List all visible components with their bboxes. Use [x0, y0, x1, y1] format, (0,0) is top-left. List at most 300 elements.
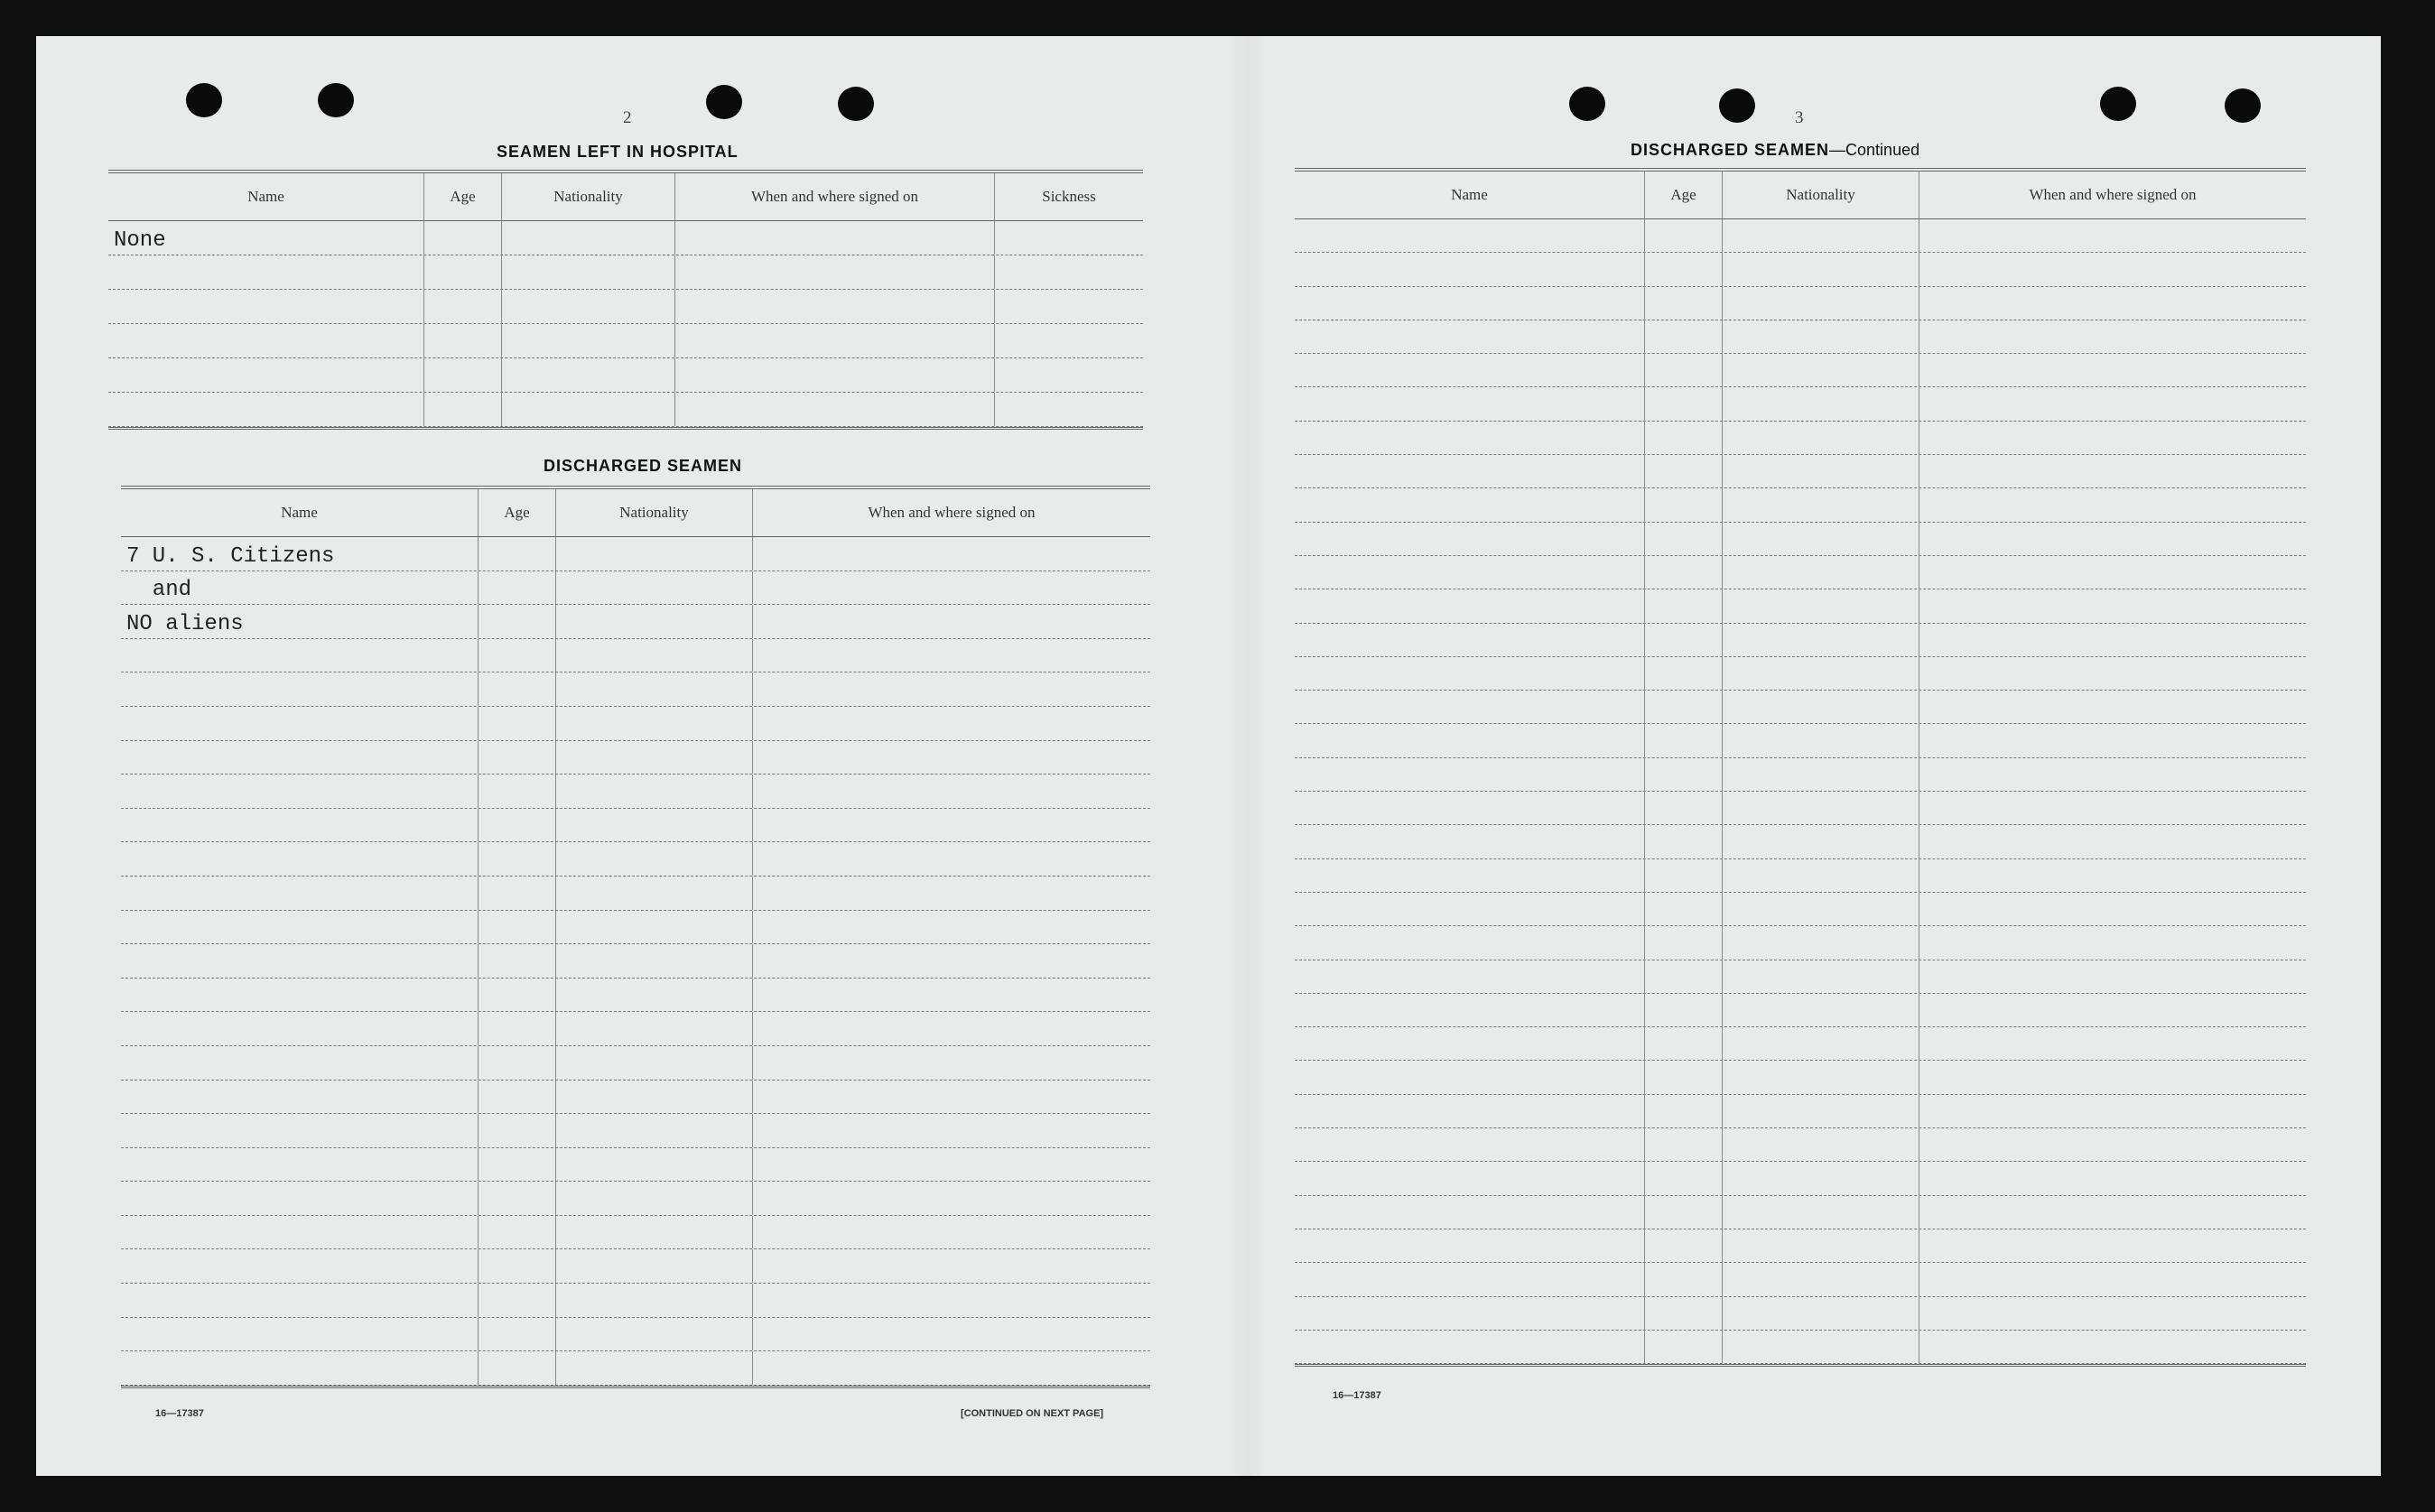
table-row [1295, 488, 2306, 522]
table-cell[interactable] [502, 324, 675, 357]
table-cell[interactable] [424, 358, 502, 392]
table-cell[interactable] [1295, 1061, 1645, 1093]
table-cell[interactable] [1645, 1095, 1723, 1127]
table-cell[interactable] [753, 1318, 1150, 1351]
table-cell[interactable] [753, 1284, 1150, 1317]
table-row [121, 1216, 1150, 1250]
table-body [108, 221, 1143, 430]
table-cell[interactable] [1645, 1331, 1723, 1363]
table-cell[interactable] [753, 673, 1150, 706]
table-cell[interactable] [1295, 219, 1645, 252]
table-cell[interactable] [1645, 657, 1723, 690]
table-cell[interactable] [479, 842, 556, 876]
table-cell[interactable] [753, 1046, 1150, 1080]
table-cell[interactable] [479, 537, 556, 570]
table-cell[interactable] [1295, 691, 1645, 723]
table-cell[interactable] [1723, 354, 1919, 386]
table-cell[interactable] [556, 707, 753, 740]
table-cell[interactable] [1295, 387, 1645, 420]
table-row [108, 358, 1143, 393]
table-row [1295, 1331, 2306, 1364]
table-cell[interactable] [121, 809, 479, 842]
table-cell[interactable] [1295, 488, 1645, 521]
table-cell[interactable] [1919, 624, 2306, 656]
table-cell[interactable] [1723, 1128, 1919, 1161]
table-cell[interactable] [1645, 387, 1723, 420]
punch-hole [706, 85, 742, 119]
table-cell[interactable] [1919, 387, 2306, 420]
table-cell[interactable] [1723, 691, 1919, 723]
table-cell[interactable] [1919, 488, 2306, 521]
table-cell[interactable] [1723, 455, 1919, 487]
table-header [121, 489, 1150, 537]
table-cell[interactable] [1295, 523, 1645, 555]
table-cell[interactable] [753, 944, 1150, 978]
table-cell[interactable] [121, 877, 479, 910]
table-cell[interactable] [502, 393, 675, 426]
table-cell[interactable] [1919, 825, 2306, 858]
table-cell[interactable]: None [108, 221, 424, 255]
table-cell[interactable] [1295, 287, 1645, 320]
table-cell[interactable] [479, 1081, 556, 1114]
table-cell[interactable] [1723, 758, 1919, 791]
table-cell[interactable] [753, 842, 1150, 876]
table-cell[interactable] [1919, 859, 2306, 892]
table-cell[interactable] [1723, 1162, 1919, 1194]
table-cell[interactable] [753, 979, 1150, 1012]
table-cell[interactable] [1295, 1331, 1645, 1363]
table-cell[interactable] [1645, 422, 1723, 454]
table-cell[interactable] [121, 775, 479, 808]
table-cell[interactable] [753, 1012, 1150, 1045]
table-cell[interactable] [121, 979, 479, 1012]
table-row [121, 1148, 1150, 1183]
table-cell[interactable] [1645, 488, 1723, 521]
table-cell[interactable] [556, 979, 753, 1012]
table-cell[interactable] [1919, 994, 2306, 1026]
table-cell[interactable] [753, 1351, 1150, 1385]
table-cell[interactable] [479, 1351, 556, 1385]
table-cell[interactable] [1919, 1027, 2306, 1060]
table-cell[interactable] [479, 944, 556, 978]
table-cell[interactable] [1723, 792, 1919, 824]
table-cell[interactable] [1645, 926, 1723, 959]
table-cell[interactable] [995, 393, 1143, 426]
table-cell[interactable] [121, 1182, 479, 1215]
table-cell[interactable] [753, 1114, 1150, 1147]
table-cell[interactable] [108, 324, 424, 357]
table-cell[interactable] [1723, 488, 1919, 521]
table-cell[interactable] [502, 221, 675, 255]
table-cell[interactable] [753, 809, 1150, 842]
table-cell[interactable] [1723, 1196, 1919, 1229]
table-cell[interactable] [753, 1081, 1150, 1114]
table-cell[interactable] [1919, 455, 2306, 487]
table-cell[interactable] [1723, 589, 1919, 622]
table-cell[interactable] [1723, 893, 1919, 925]
table-cell[interactable] [1645, 624, 1723, 656]
table-row [121, 1318, 1150, 1352]
table-cell[interactable] [479, 1182, 556, 1215]
table-cell[interactable] [479, 809, 556, 842]
table-cell[interactable] [479, 1012, 556, 1045]
table-cell[interactable] [1295, 792, 1645, 824]
table-cell[interactable] [121, 1249, 479, 1283]
table-cell[interactable] [1919, 589, 2306, 622]
table-cell[interactable] [1645, 1297, 1723, 1330]
table-cell[interactable] [479, 1114, 556, 1147]
table-cell[interactable] [1919, 724, 2306, 756]
table-cell[interactable] [1645, 556, 1723, 589]
table-cell[interactable] [1645, 455, 1723, 487]
table-cell[interactable] [995, 221, 1143, 255]
table-cell[interactable] [1645, 825, 1723, 858]
table-cell[interactable] [1295, 422, 1645, 454]
table-cell[interactable] [502, 358, 675, 392]
table-cell[interactable] [1919, 657, 2306, 690]
table-cell[interactable] [479, 673, 556, 706]
table-cell[interactable] [1723, 994, 1919, 1026]
table-cell[interactable] [1645, 758, 1723, 791]
table-cell[interactable] [1645, 1061, 1723, 1093]
table-cell[interactable] [1723, 926, 1919, 959]
table-cell[interactable] [1295, 1229, 1645, 1262]
table-cell[interactable] [556, 877, 753, 910]
table-cell[interactable] [556, 673, 753, 706]
table-cell[interactable] [1645, 253, 1723, 285]
table-cell[interactable] [121, 1351, 479, 1385]
table-cell[interactable] [424, 221, 502, 255]
table-cell[interactable] [1645, 960, 1723, 993]
table-row [121, 537, 1150, 571]
punch-hole [1719, 88, 1755, 123]
discharged-continued-title [1631, 141, 1919, 160]
table-cell[interactable] [1919, 926, 2306, 959]
table-cell[interactable] [121, 707, 479, 740]
table-cell[interactable] [556, 1081, 753, 1114]
table-cell[interactable] [753, 741, 1150, 775]
table-cell[interactable] [753, 605, 1150, 638]
table-cell[interactable] [1295, 624, 1645, 656]
continued-note: [CONTINUED ON NEXT PAGE] [961, 1408, 1104, 1419]
table-cell[interactable] [479, 1249, 556, 1283]
table-cell[interactable] [1645, 354, 1723, 386]
table-cell[interactable] [753, 1148, 1150, 1182]
table-cell[interactable] [479, 1284, 556, 1317]
table-cell[interactable] [753, 1249, 1150, 1283]
table-cell[interactable] [1645, 1162, 1723, 1194]
hospital-table [108, 170, 1143, 430]
table-cell[interactable] [1645, 792, 1723, 824]
table-cell[interactable] [675, 255, 995, 289]
table-cell[interactable] [1723, 624, 1919, 656]
table-cell[interactable] [1295, 1027, 1645, 1060]
table-cell[interactable] [1295, 1128, 1645, 1161]
table-cell[interactable] [1295, 926, 1645, 959]
table-cell[interactable] [424, 255, 502, 289]
table-cell[interactable] [121, 1046, 479, 1080]
table-cell[interactable] [479, 877, 556, 910]
table-cell[interactable] [556, 1182, 753, 1215]
table-cell[interactable] [995, 324, 1143, 357]
table-cell[interactable] [1919, 523, 2306, 555]
table-cell[interactable] [1295, 253, 1645, 285]
table-cell[interactable] [1723, 320, 1919, 353]
table-cell[interactable] [424, 393, 502, 426]
table-cell[interactable] [121, 1216, 479, 1249]
table-body [121, 537, 1150, 1388]
discharged-continued-title-text: DISCHARGED SEAMEN [1631, 141, 1830, 159]
table-cell[interactable] [1723, 287, 1919, 320]
table-cell[interactable] [1919, 354, 2306, 386]
table-cell[interactable] [1645, 994, 1723, 1026]
table-cell[interactable] [753, 1216, 1150, 1249]
table-cell[interactable] [1723, 253, 1919, 285]
table-cell[interactable] [995, 255, 1143, 289]
table-cell[interactable] [1645, 589, 1723, 622]
left-footer-code: 16—17387 [155, 1408, 204, 1419]
table-cell[interactable] [1919, 320, 2306, 353]
table-cell[interactable] [424, 290, 502, 323]
table-cell[interactable] [1919, 758, 2306, 791]
table-cell[interactable] [1645, 1027, 1723, 1060]
table-cell[interactable] [753, 571, 1150, 605]
table-row [121, 809, 1150, 843]
table-cell[interactable] [1723, 422, 1919, 454]
table-cell[interactable] [1723, 1061, 1919, 1093]
table-cell[interactable] [108, 393, 424, 426]
table-header [1295, 172, 2306, 219]
table-cell[interactable] [1295, 994, 1645, 1026]
table-cell[interactable] [753, 639, 1150, 673]
table-cell[interactable] [995, 290, 1143, 323]
table-cell[interactable] [121, 1148, 479, 1182]
table-cell[interactable] [108, 255, 424, 289]
table-cell[interactable] [479, 1148, 556, 1182]
column-header-nationality: Nationality [502, 173, 675, 220]
table-cell[interactable] [1723, 1095, 1919, 1127]
table-cell[interactable] [502, 290, 675, 323]
table-cell[interactable] [1919, 960, 2306, 993]
table-cell[interactable] [1295, 589, 1645, 622]
table-cell[interactable] [502, 255, 675, 289]
table-cell[interactable] [556, 1114, 753, 1147]
table-row [121, 605, 1150, 639]
table-cell[interactable] [121, 1318, 479, 1351]
table-cell[interactable]: and [121, 571, 479, 605]
table-cell[interactable] [1645, 724, 1723, 756]
table-cell[interactable] [1295, 859, 1645, 892]
table-cell[interactable] [556, 911, 753, 944]
table-cell[interactable] [1919, 691, 2306, 723]
table-cell[interactable] [121, 1284, 479, 1317]
table-row [1295, 455, 2306, 488]
table-cell[interactable] [1295, 960, 1645, 993]
table-cell[interactable] [1645, 320, 1723, 353]
table-cell[interactable] [479, 605, 556, 638]
table-cell[interactable] [1295, 825, 1645, 858]
table-row [1295, 287, 2306, 320]
table-cell[interactable] [479, 911, 556, 944]
table-cell[interactable] [556, 809, 753, 842]
table-cell[interactable] [556, 639, 753, 673]
table-cell[interactable] [1919, 1263, 2306, 1295]
table-cell[interactable] [1295, 1095, 1645, 1127]
table-row [1295, 994, 2306, 1027]
table-cell[interactable] [1645, 1196, 1723, 1229]
table-cell[interactable] [753, 775, 1150, 808]
table-cell[interactable] [1295, 657, 1645, 690]
table-cell[interactable] [1723, 387, 1919, 420]
table-cell[interactable] [1645, 523, 1723, 555]
table-cell[interactable] [1919, 1196, 2306, 1229]
table-cell[interactable] [675, 221, 995, 255]
table-cell[interactable] [121, 639, 479, 673]
table-cell[interactable] [1723, 960, 1919, 993]
table-row [121, 775, 1150, 809]
table-cell[interactable] [1295, 320, 1645, 353]
table-cell[interactable] [675, 393, 995, 426]
table-row [1295, 657, 2306, 691]
table-cell[interactable] [1723, 219, 1919, 252]
table-cell[interactable] [1295, 758, 1645, 791]
table-cell[interactable] [556, 1284, 753, 1317]
table-cell[interactable] [1295, 455, 1645, 487]
table-cell[interactable] [1645, 1128, 1723, 1161]
table-cell[interactable] [1723, 1263, 1919, 1295]
table-cell[interactable] [479, 1318, 556, 1351]
table-cell[interactable] [1645, 859, 1723, 892]
table-cell[interactable] [1919, 1162, 2306, 1194]
table-cell[interactable] [1295, 1162, 1645, 1194]
table-cell[interactable] [1723, 1229, 1919, 1262]
table-cell[interactable] [108, 290, 424, 323]
table-cell[interactable] [1723, 1331, 1919, 1363]
table-cell[interactable] [479, 707, 556, 740]
table-cell[interactable] [753, 1182, 1150, 1215]
table-cell[interactable] [479, 571, 556, 605]
table-cell[interactable] [1723, 556, 1919, 589]
punch-hole [2100, 87, 2136, 121]
column-header-sickness: Sickness [1042, 188, 1096, 205]
table-cell[interactable]: 7 U. S. Citizens [121, 537, 479, 570]
table-cell[interactable] [753, 707, 1150, 740]
table-row [1295, 1263, 2306, 1296]
table-cell[interactable] [556, 1046, 753, 1080]
table-cell[interactable] [121, 741, 479, 775]
table-cell[interactable] [556, 775, 753, 808]
table-cell[interactable] [1919, 1061, 2306, 1093]
table-cell[interactable] [1645, 691, 1723, 723]
table-cell[interactable] [556, 842, 753, 876]
table-cell[interactable] [1919, 1331, 2306, 1363]
table-cell[interactable] [675, 290, 995, 323]
table-cell[interactable] [1295, 1196, 1645, 1229]
table-cell[interactable] [1919, 1128, 2306, 1161]
table-cell[interactable] [1919, 253, 2306, 285]
table-cell[interactable] [675, 358, 995, 392]
table-cell[interactable] [1295, 893, 1645, 925]
table-cell[interactable] [1723, 523, 1919, 555]
table-cell[interactable]: NO aliens [121, 605, 479, 638]
punch-hole [2225, 88, 2261, 123]
table-cell[interactable] [1723, 859, 1919, 892]
punch-hole [838, 87, 874, 121]
table-cell[interactable] [121, 1012, 479, 1045]
table-cell[interactable] [1919, 893, 2306, 925]
table-cell[interactable] [1723, 1297, 1919, 1330]
table-cell[interactable] [556, 537, 753, 570]
table-cell[interactable] [556, 1012, 753, 1045]
table-cell[interactable] [121, 911, 479, 944]
table-cell[interactable] [1645, 219, 1723, 252]
table-cell[interactable] [1919, 792, 2306, 824]
table-cell[interactable] [479, 1046, 556, 1080]
table-cell[interactable] [1723, 825, 1919, 858]
table-cell[interactable] [1919, 287, 2306, 320]
table-cell[interactable] [1295, 1263, 1645, 1295]
table-cell[interactable] [556, 571, 753, 605]
table-cell[interactable] [1919, 422, 2306, 454]
table-cell[interactable] [1919, 1095, 2306, 1127]
table-row [1295, 926, 2306, 960]
table-cell[interactable] [1723, 1027, 1919, 1060]
table-cell[interactable] [1919, 1229, 2306, 1262]
table-cell[interactable] [108, 358, 424, 392]
table-row [121, 979, 1150, 1013]
table-cell[interactable] [1919, 219, 2306, 252]
table-cell[interactable] [1295, 556, 1645, 589]
table-cell[interactable] [479, 979, 556, 1012]
table-cell[interactable] [1645, 893, 1723, 925]
table-cell[interactable] [121, 1114, 479, 1147]
table-cell[interactable] [556, 605, 753, 638]
table-cell[interactable] [753, 877, 1150, 910]
table-cell[interactable] [1645, 1263, 1723, 1295]
table-cell[interactable] [556, 1249, 753, 1283]
table-cell[interactable] [1919, 1297, 2306, 1330]
table-cell[interactable] [479, 639, 556, 673]
table-cell[interactable] [556, 741, 753, 775]
table-cell[interactable] [479, 741, 556, 775]
table-cell[interactable] [675, 324, 995, 357]
table-cell[interactable] [1919, 556, 2306, 589]
table-cell[interactable] [556, 1351, 753, 1385]
table-cell[interactable] [1295, 1297, 1645, 1330]
table-cell[interactable] [995, 358, 1143, 392]
table-cell[interactable] [556, 944, 753, 978]
table-cell[interactable] [479, 1216, 556, 1249]
table-cell[interactable] [1295, 724, 1645, 756]
table-cell[interactable] [479, 775, 556, 808]
table-cell[interactable] [753, 537, 1150, 570]
table-cell[interactable] [556, 1148, 753, 1182]
table-cell[interactable] [424, 324, 502, 357]
table-cell[interactable] [121, 1081, 479, 1114]
table-cell[interactable] [1723, 657, 1919, 690]
table-cell[interactable] [556, 1318, 753, 1351]
table-cell[interactable] [556, 1216, 753, 1249]
table-cell[interactable] [1723, 724, 1919, 756]
table-cell[interactable] [1645, 287, 1723, 320]
table-cell[interactable] [121, 842, 479, 876]
table-cell[interactable] [1295, 354, 1645, 386]
table-cell[interactable] [1645, 1229, 1723, 1262]
table-cell[interactable] [753, 911, 1150, 944]
column-header-name: Name [108, 173, 424, 220]
table-cell[interactable] [121, 673, 479, 706]
table-cell[interactable] [121, 944, 479, 978]
